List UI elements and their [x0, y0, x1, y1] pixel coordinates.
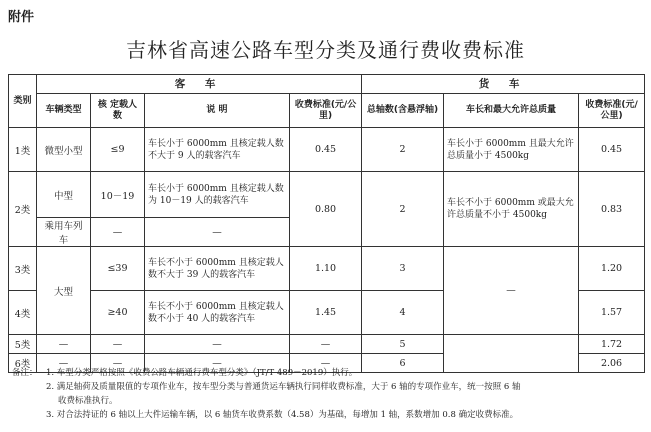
description-cell: 车长小于 6000mm 且核定载人数不大于 9 人的载客汽车	[145, 128, 290, 172]
seats-cell: ≤9	[91, 128, 145, 172]
axles-cell: 4	[362, 291, 444, 335]
note-2: 2. 满足轴荷及质量限值的专项作业车，按车型分类与普通货运车辆执行同样收费标准，大于 6 轴的专项作业车，统一按照 6 轴	[46, 382, 521, 392]
axles-cell: 6	[362, 354, 444, 373]
truck-size-cell: 车长不小于 6000mm 或最大允许总质量不小于 4500kg	[444, 172, 579, 247]
description-cell: 车长不小于 6000mm 且核定载人数不大于 39 人的载客汽车	[145, 247, 290, 291]
notes-section	[12, 366, 642, 422]
header-passenger-group: 客 车	[37, 75, 362, 94]
truck-rate-cell: 2.06	[579, 354, 645, 373]
attachment-label: 附件	[8, 10, 35, 25]
description-cell: —	[145, 335, 290, 354]
truck-rate-cell: 1.57	[579, 291, 645, 335]
table-row	[9, 247, 645, 291]
document-title: 吉林省高速公路车型分类及通行费收费标准	[126, 38, 525, 62]
seats-cell: 10－19	[91, 172, 145, 218]
truck-size-cell: 车长小于 6000mm 且最大允许总质量小于 4500kg	[444, 128, 579, 172]
seats-cell: —	[91, 218, 145, 247]
header-row-1	[9, 75, 645, 94]
vehicle-type-cell: 中型	[37, 172, 91, 218]
category-cell: 4类	[9, 291, 37, 335]
axles-cell: 3	[362, 247, 444, 291]
axles-cell: 2	[362, 128, 444, 172]
vehicle-type-cell: 大型	[37, 247, 91, 335]
notes-label: 备注：	[12, 368, 38, 378]
vehicle-type-cell: 乘用车列车	[37, 218, 91, 247]
axles-cell: 5	[362, 335, 444, 354]
seats-cell: —	[91, 335, 145, 354]
table-row	[9, 335, 645, 354]
header-truck-size: 车长和最大允许总质量	[444, 94, 579, 128]
passenger-rate-cell: 0.45	[290, 128, 362, 172]
category-cell: 1类	[9, 128, 37, 172]
description-cell: —	[145, 354, 290, 373]
description-cell: 车长不小于 6000mm 且核定载人数不小于 40 人的载客汽车	[145, 291, 290, 335]
passenger-rate-cell: 1.45	[290, 291, 362, 335]
header-truck-group: 货 车	[362, 75, 645, 94]
truck-size-cell: —	[444, 247, 579, 335]
toll-rate-table	[8, 74, 645, 373]
table-row	[9, 172, 645, 218]
truck-rate-cell: 1.72	[579, 335, 645, 354]
description-cell: 车长小于 6000mm 且核定载人数为 10－19 人的载客汽车	[145, 172, 290, 218]
note-2-continued: 收费标准执行。	[58, 396, 118, 406]
axles-cell: 2	[362, 172, 444, 247]
header-truck-rate: 收费标准(元/公里)	[579, 94, 645, 128]
note-3: 3. 对合法持证的 6 轴以上大件运输车辆，以 6 轴货车收费系数（4.58）为基础，每增加 1 轴，系数增加 0.8 确定收费标准。	[46, 410, 519, 420]
header-seats: 核 定载人数	[91, 94, 145, 128]
vehicle-type-cell: 微型小型	[37, 128, 91, 172]
category-cell: 3类	[9, 247, 37, 291]
passenger-rate-cell: —	[290, 354, 362, 373]
seats-cell: ≥40	[91, 291, 145, 335]
vehicle-type-cell: —	[37, 335, 91, 354]
truck-rate-cell: 1.20	[579, 247, 645, 291]
category-cell: 2类	[9, 172, 37, 247]
header-description: 说 明	[145, 94, 290, 128]
category-cell: 5类	[9, 335, 37, 354]
vehicle-type-cell: —	[37, 354, 91, 373]
description-cell: —	[145, 218, 290, 247]
truck-rate-cell: 0.45	[579, 128, 645, 172]
note-line	[12, 366, 642, 380]
header-axles: 总轴数(含悬浮轴)	[362, 94, 444, 128]
header-row-2	[9, 94, 645, 128]
header-passenger-rate: 收费标准(元/公里)	[290, 94, 362, 128]
table-row	[9, 128, 645, 172]
passenger-rate-cell: —	[290, 335, 362, 354]
seats-cell: ≤39	[91, 247, 145, 291]
passenger-rate-cell: 0.80	[290, 172, 362, 247]
seats-cell: —	[91, 354, 145, 373]
truck-rate-cell: 0.83	[579, 172, 645, 247]
note-1: 1. 车型分类严格按照《收费公路车辆通行费车型分类》（JT/T 489－2019）执行。	[46, 368, 358, 378]
passenger-rate-cell: 1.10	[290, 247, 362, 291]
header-vehicle-type: 车辆类型	[37, 94, 91, 128]
category-cell: 6类	[9, 354, 37, 373]
header-category: 类别	[9, 75, 37, 128]
